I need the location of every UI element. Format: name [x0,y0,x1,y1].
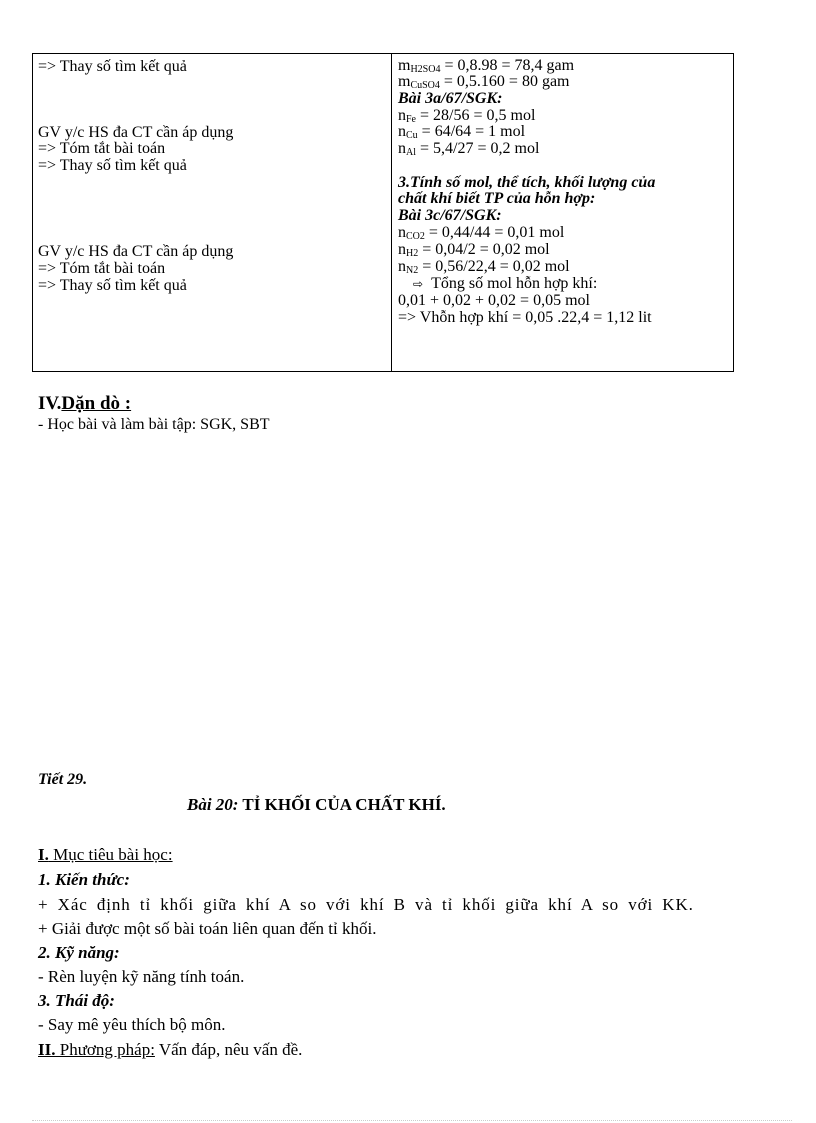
total-mol-line: ⇨ Tổng số mol hỗn hợp khí: [413,275,598,292]
exercise-3c-title: Bài 3c/67/SGK: [398,207,502,224]
knowledge-item: + Giải được một số bài toán liên quan đến tỉ khối. [38,919,377,938]
knowledge-heading: 1. Kiến thức: [38,870,130,889]
formula-n-cu: $n_{Cu} = 64/64 = 1$ mol [398,123,526,141]
lesson-table [32,53,734,372]
volume-result: => Vhỗn hợp khí = 0,05 .22,4 = 1,12 lit [398,309,652,326]
arrow-right-icon: ⇨ [413,277,424,291]
skills-item: - Rèn luyện kỹ năng tính toán. [38,967,245,986]
lesson-title: Bài 20: TỈ KHỐI CỦA CHẤT KHÍ. [187,795,446,814]
total-sum: 0,01 + 0,02 + 0,02 = 0,05 mol [398,292,590,309]
page-footer-rule [32,1120,792,1121]
formula-n-co2: $n_{CO2} = 0,44/44 = 0,01$ mol [398,224,565,242]
section-3-heading: 3.Tính số mol, thể tích, khối lượng của [398,174,656,191]
formula-n-h2: $n_{H2} = 0,04/2 = 0,02$ mol [398,241,550,259]
skills-heading: 2. Kỹ năng: [38,943,120,962]
left-line: => Thay số tìm kết quả [38,157,187,174]
left-line: GV y/c HS đa CT cần áp dụng [38,124,234,141]
left-line: => Thay số tìm kết quả [38,277,187,294]
knowledge-item: + Xác định tỉ khối giữa khí A so với khí B và tỉ khối giữa khí A so với KK. [38,895,694,914]
left-line: => Tóm tắt bài toán [38,140,166,157]
left-line: => Tóm tắt bài toán [38,260,166,277]
dando-line: - Học bài và làm bài tập: SGK, SBT [38,416,270,433]
left-line: => Thay số tìm kết quả [38,58,187,75]
exercise-3a-title: Bài 3a/67/SGK: [398,90,503,107]
attitude-heading: 3. Thái độ: [38,991,115,1010]
formula-m-cuso4: $m_{CuSO4} = 0,5.160 = 80$ gam [398,73,570,91]
lesson-period: Tiết 29. [38,771,88,788]
objectives-heading: I. Mục tiêu bài học: [38,845,173,864]
dando-heading: IV.Dặn dò : [38,393,132,414]
left-line: GV y/c HS đa CT cần áp dụng [38,243,234,260]
section-3-heading-cont: chất khí biết TP của hỗn hợp: [398,190,596,207]
formula-n-n2: $n_{N2} = 0,56/22,4 = 0,02$ mol [398,258,570,276]
formula-n-al: $n_{Al} = 5,4/27 = 0,2$ mol [398,140,540,158]
attitude-item: - Say mê yêu thích bộ môn. [38,1015,226,1034]
column-divider [391,54,392,371]
method-line: II. Phương pháp: Vấn đáp, nêu vấn đề. [38,1040,303,1059]
formula-n-fe: $n_{Fe} = 28/56 = 0,5$ mol [398,107,536,125]
formula-m-h2so4: $m_{H2SO4} = 0,8.98 = 78,4$ gam [398,57,575,75]
